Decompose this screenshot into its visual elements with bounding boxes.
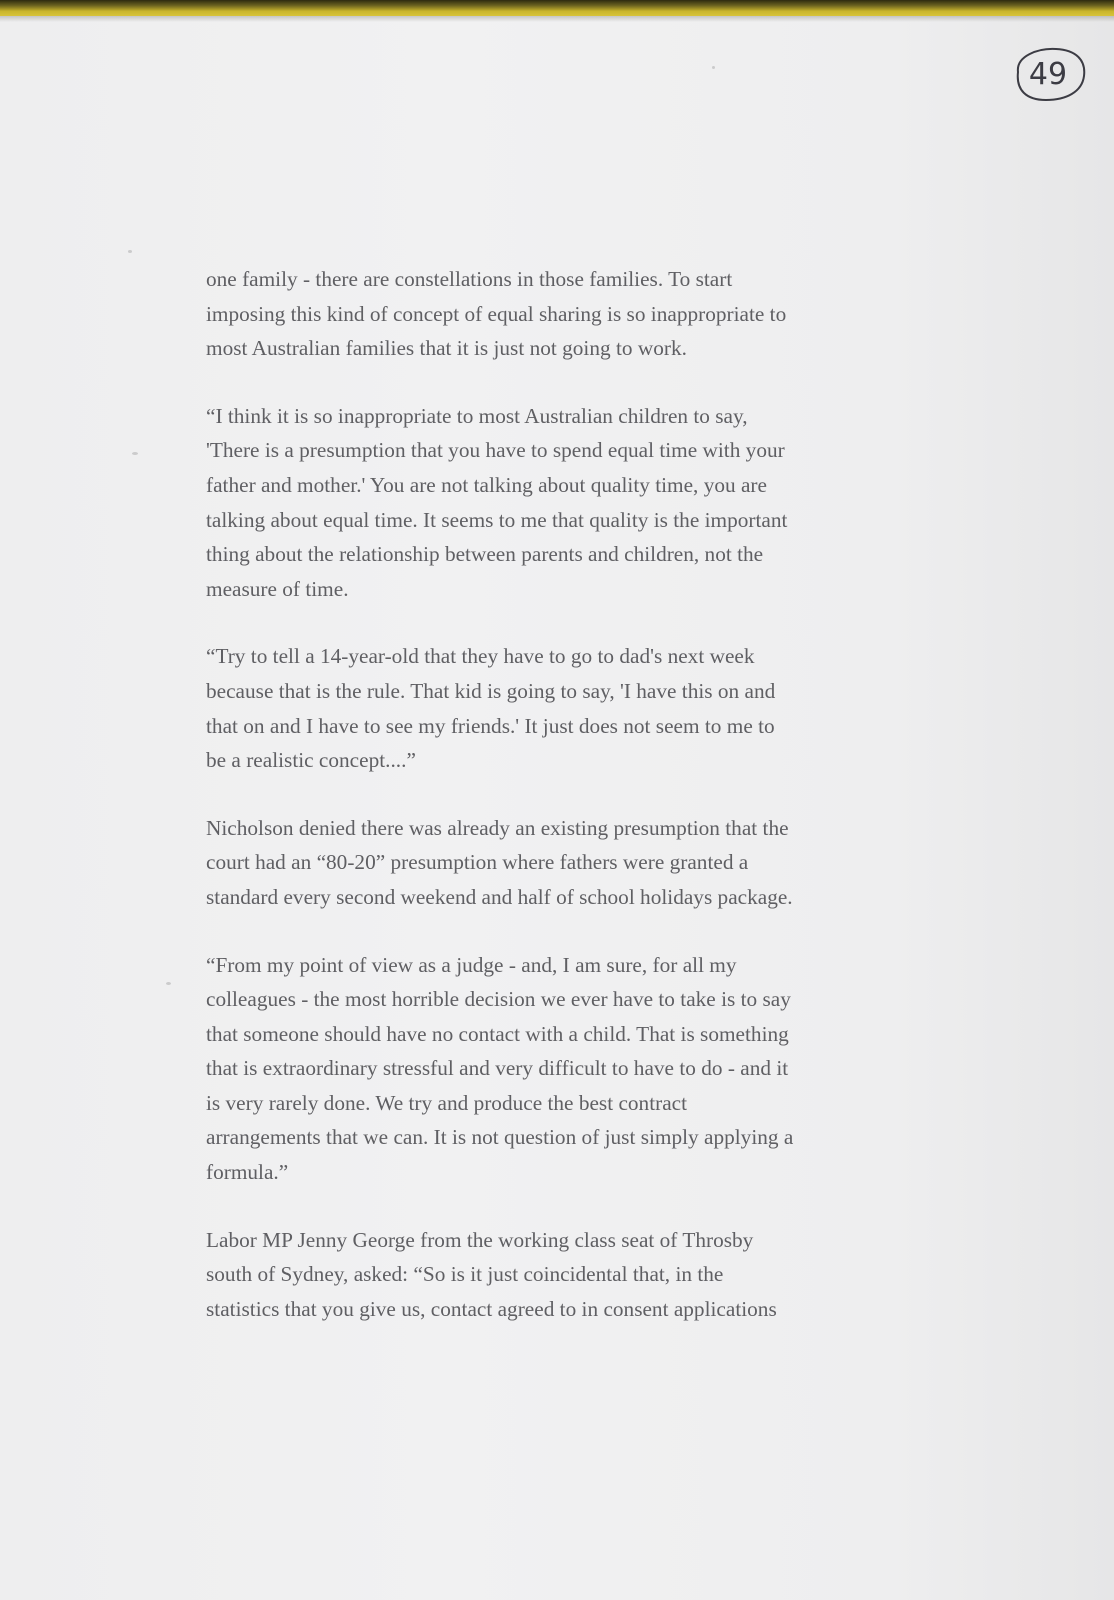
paragraph	[206, 639, 906, 777]
text-line: thing about the relationship between parents and children, not the	[206, 542, 764, 567]
text-line: “Try to tell a 14-year-old that they have to go to dad's next week	[206, 644, 755, 669]
text-line: most Australian families that it is just not going to work.	[206, 336, 687, 361]
text-line: “I think it is so inappropriate to most Australian children to say,	[206, 403, 748, 428]
text-line: south of Sydney, asked: “So is it just coincidental that, in the	[206, 1262, 724, 1287]
svg-text:49: 49	[1028, 57, 1068, 92]
text-line: measure of time.	[206, 576, 349, 601]
text-line: standard every second weekend and half of school holidays package.	[206, 884, 793, 909]
text-line: 'There is a presumption that you have to spend equal time with your	[206, 438, 785, 463]
document-body	[206, 262, 906, 1359]
text-line: “From my point of view as a judge - and, I am sure, for all my	[206, 952, 737, 977]
text-line: colleagues - the most horrible decision we ever have to take is to say	[206, 987, 791, 1012]
paragraph	[206, 1223, 906, 1327]
text-line: court had an “80-20” presumption where fathers were granted a	[206, 850, 749, 875]
paragraph	[206, 811, 906, 915]
text-line: Labor MP Jenny George from the working class seat of Throsby	[206, 1227, 754, 1252]
scan-speck	[132, 452, 138, 455]
text-line: imposing this kind of concept of equal sharing is so inappropriate to	[206, 301, 787, 326]
text-line: is very rarely done. We try and produce the best contract	[206, 1090, 688, 1115]
scan-speck	[712, 66, 715, 69]
paragraph	[206, 262, 906, 366]
text-line: talking about equal time. It seems to me that quality is the important	[206, 507, 788, 532]
text-line: that is extraordinary stressful and very difficult to have to do - and it	[206, 1056, 789, 1081]
yellow-binding-edge	[0, 0, 1114, 16]
scan-speck	[128, 250, 132, 253]
circled-page-number-icon	[1008, 44, 1088, 104]
text-line: one family - there are constellations in those families. To start	[206, 267, 733, 291]
text-line: because that is the rule. That kid is going to say, 'I have this on and	[206, 678, 776, 703]
handwritten-page-number	[1008, 44, 1088, 104]
text-line: formula.”	[206, 1160, 289, 1185]
text-line: statistics that you give us, contact agreed to in consent applications	[206, 1296, 777, 1321]
text-line: arrangements that we can. It is not question of just simply applying a	[206, 1125, 794, 1150]
text-line: father and mother.' You are not talking about quality time, you are	[206, 472, 767, 497]
scan-speck	[166, 982, 171, 985]
paragraph	[206, 399, 906, 607]
text-line: that someone should have no contact with a child. That is something	[206, 1021, 789, 1046]
binding-edge-shadow	[0, 16, 1114, 22]
paragraph	[206, 948, 906, 1190]
text-line: be a realistic concept....”	[206, 748, 416, 773]
text-line: that on and I have to see my friends.' It just does not seem to me to	[206, 713, 775, 738]
text-line: Nicholson denied there was already an existing presumption that the	[206, 815, 789, 840]
